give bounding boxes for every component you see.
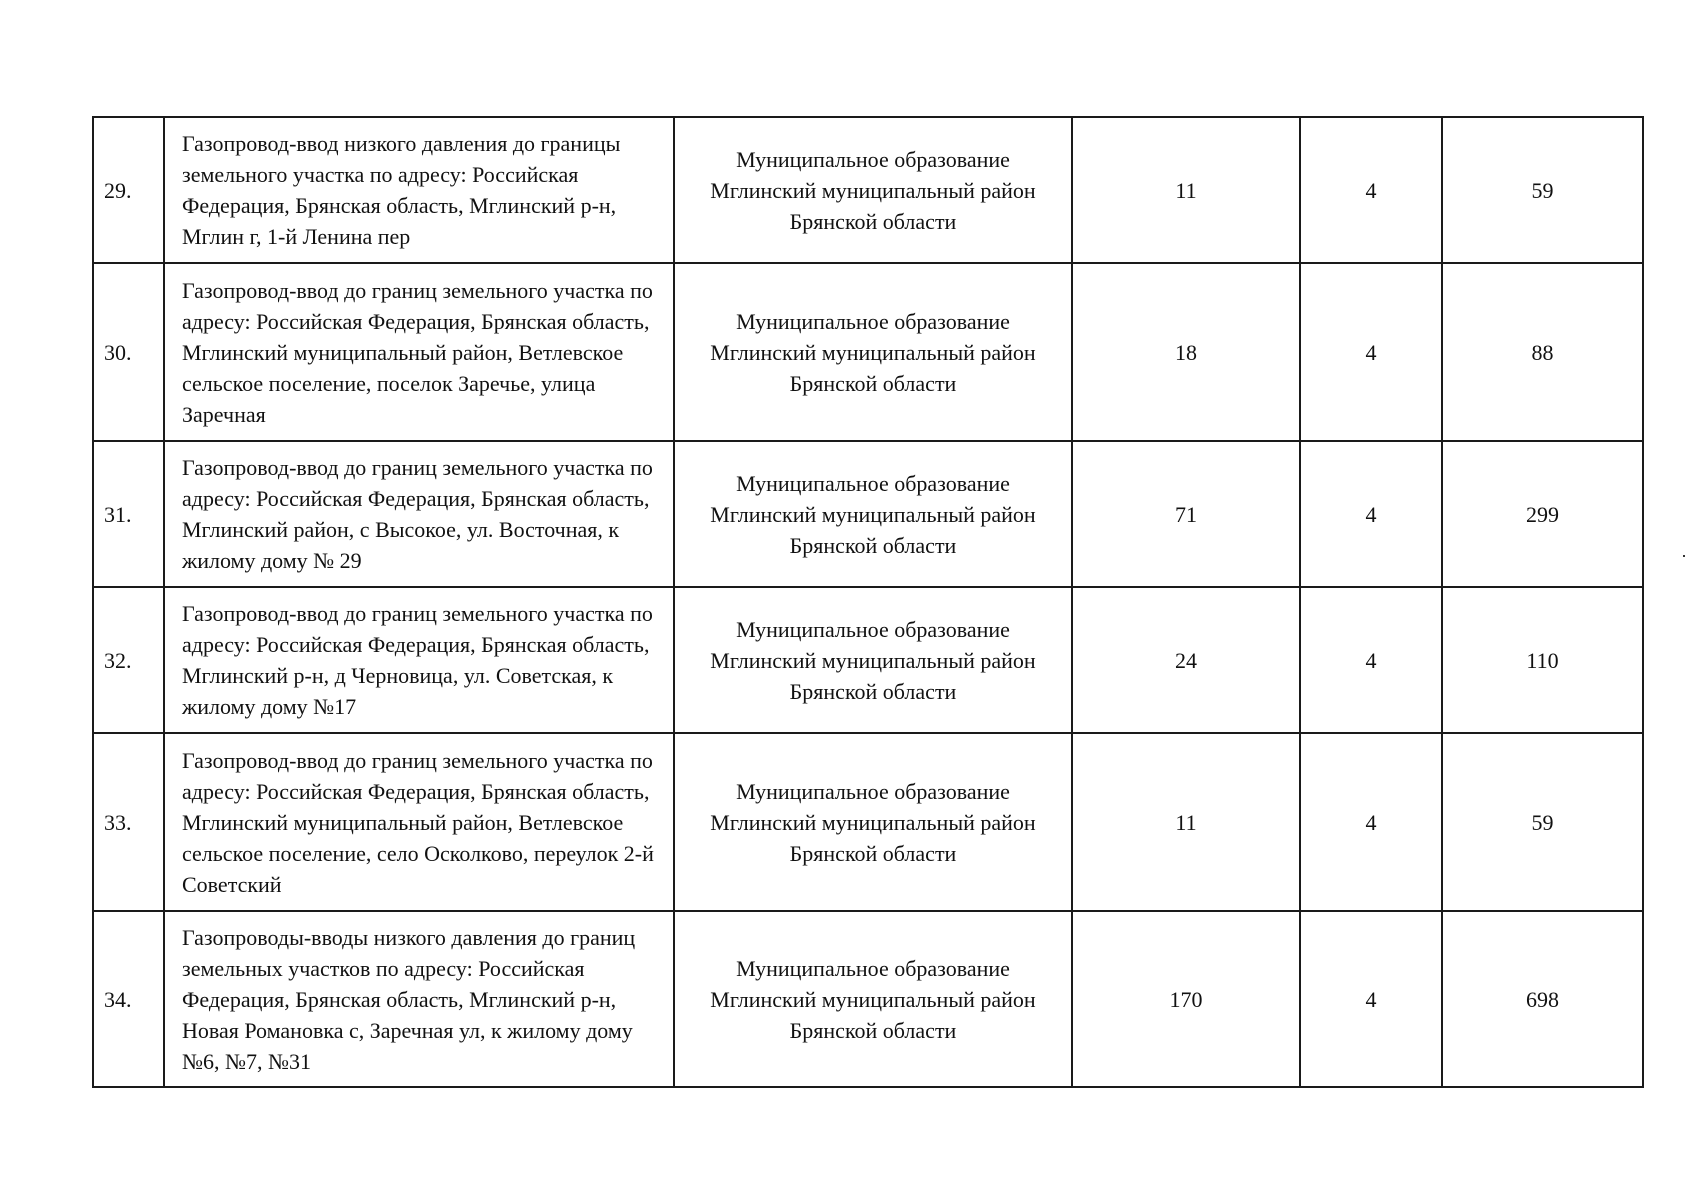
owner-line: Муниципальное образование xyxy=(736,778,1010,804)
object-description: Газопроводы-вводы низкого давления до границ земельных участков по адресу: Российская Федерация, Брянская область, Мглинский р-н, Новая Романовка с, Заречная ул, к жилому дому №6, №7, №31 xyxy=(164,911,674,1087)
owner-cell xyxy=(674,587,1072,733)
owner-cell xyxy=(674,733,1072,911)
owner-line: Мглинский муниципальный район xyxy=(710,339,1036,365)
value-1: 71 xyxy=(1072,441,1300,587)
owner-line: Брянской области xyxy=(789,678,957,704)
value-3: 59 xyxy=(1442,733,1643,911)
owner-line: Муниципальное образование xyxy=(736,308,1010,334)
owner-line: Муниципальное образование xyxy=(736,955,1010,981)
object-description: Газопровод-ввод до границ земельного участка по адресу: Российская Федерация, Брянская область, Мглинский муниципальный район, Ветлевское сельское поселение, село Осколково, переулок 2-й Советский xyxy=(164,733,674,911)
value-2: 4 xyxy=(1300,911,1442,1087)
owner-line: Мглинский муниципальный район xyxy=(710,986,1036,1012)
value-2: 4 xyxy=(1300,733,1442,911)
owner-line: Муниципальное образование xyxy=(736,470,1010,496)
row-number: 34. xyxy=(93,911,164,1087)
owner-cell xyxy=(674,911,1072,1087)
value-1: 18 xyxy=(1072,263,1300,441)
owner-line: Брянской области xyxy=(789,208,957,234)
row-number: 32. xyxy=(93,587,164,733)
owner-line: Брянской области xyxy=(789,370,957,396)
table-row xyxy=(93,263,1643,441)
object-description: Газопровод-ввод до границ земельного участка по адресу: Российская Федерация, Брянская область, Мглинский р-н, д Черновица, ул. Советская, к жилому дому №17 xyxy=(164,587,674,733)
row-number: 31. xyxy=(93,441,164,587)
row-number: 30. xyxy=(93,263,164,441)
object-description: Газопровод-ввод низкого давления до границы земельного участка по адресу: Российская Федерация, Брянская область, Мглинский р-н, Мглин г, 1-й Ленина пер xyxy=(164,117,674,263)
registry-table xyxy=(92,116,1644,1088)
value-2: 4 xyxy=(1300,263,1442,441)
value-1: 11 xyxy=(1072,117,1300,263)
owner-line: Мглинский муниципальный район xyxy=(710,647,1036,673)
object-description: Газопровод-ввод до границ земельного участка по адресу: Российская Федерация, Брянская область, Мглинский муниципальный район, Ветлевское сельское поселение, поселок Заречье, улица Заречная xyxy=(164,263,674,441)
value-3: 59 xyxy=(1442,117,1643,263)
row-number: 29. xyxy=(93,117,164,263)
owner-cell xyxy=(674,263,1072,441)
owner-line: Брянской области xyxy=(789,840,957,866)
table-row xyxy=(93,911,1643,1087)
table-row xyxy=(93,441,1643,587)
owner-cell xyxy=(674,441,1072,587)
value-2: 4 xyxy=(1300,117,1442,263)
table-row xyxy=(93,587,1643,733)
owner-line: Муниципальное образование xyxy=(736,146,1010,172)
row-number: 33. xyxy=(93,733,164,911)
table-row xyxy=(93,117,1643,263)
object-description: Газопровод-ввод до границ земельного участка по адресу: Российская Федерация, Брянская область, Мглинский район, с Высокое, ул. Восточная, к жилому дому № 29 xyxy=(164,441,674,587)
value-1: 170 xyxy=(1072,911,1300,1087)
value-1: 24 xyxy=(1072,587,1300,733)
owner-line: Мглинский муниципальный район xyxy=(710,177,1036,203)
value-3: 299 xyxy=(1442,441,1643,587)
value-3: 698 xyxy=(1442,911,1643,1087)
value-2: 4 xyxy=(1300,587,1442,733)
value-3: 88 xyxy=(1442,263,1643,441)
owner-line: Мглинский муниципальный район xyxy=(710,501,1036,527)
owner-line: Мглинский муниципальный район xyxy=(710,809,1036,835)
scan-speck xyxy=(1683,555,1685,557)
value-3: 110 xyxy=(1442,587,1643,733)
owner-line: Муниципальное образование xyxy=(736,616,1010,642)
owner-cell xyxy=(674,117,1072,263)
table-row xyxy=(93,733,1643,911)
owner-line: Брянской области xyxy=(789,1017,957,1043)
value-2: 4 xyxy=(1300,441,1442,587)
owner-line: Брянской области xyxy=(789,532,957,558)
value-1: 11 xyxy=(1072,733,1300,911)
